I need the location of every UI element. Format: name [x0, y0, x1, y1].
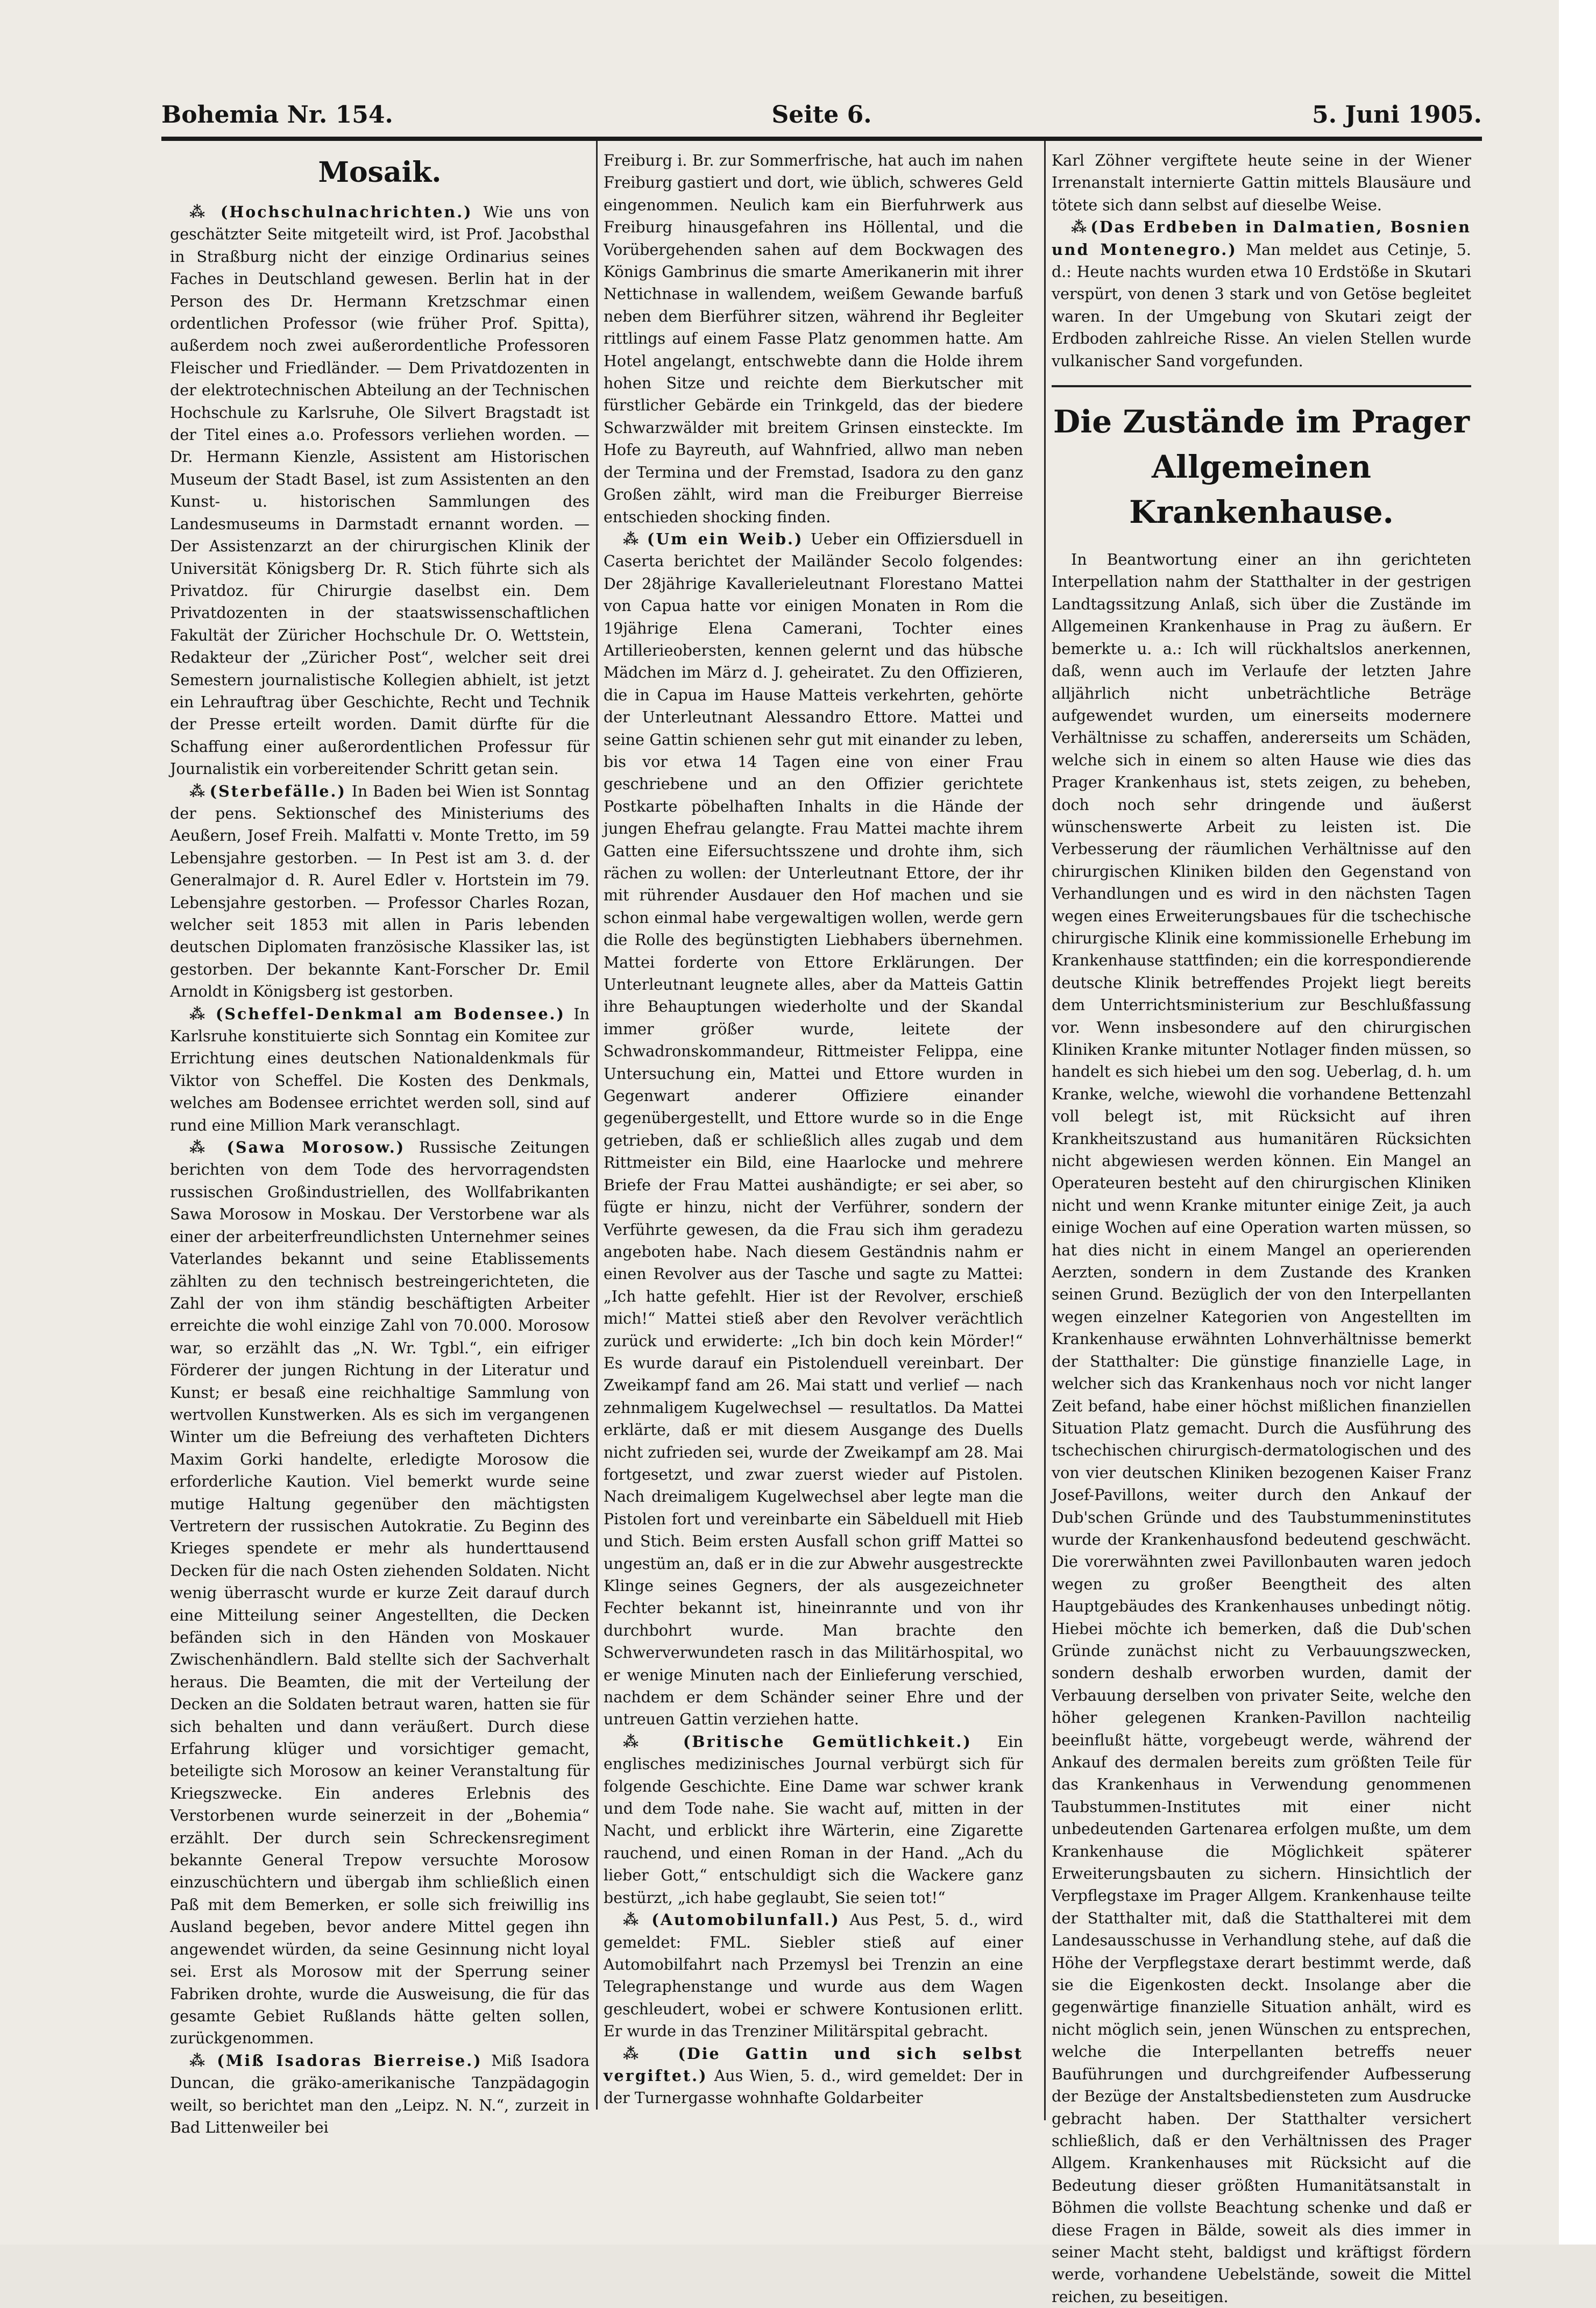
article-sterbefaelle: [170, 780, 590, 1003]
article-gattin-continued: [1052, 150, 1471, 216]
article-text: Ueber ein Offiziersduell in Caserta berichtet der Mailänder Secolo folgendes: Der 28jährige Kavallerieleutnant Florestano Mattei von Capua hatte vor einigen Monaten in Rom die 19jährige Elena Camerani, Tochter eines Artillerieobersten, kennen gelernt und das hübsche Mädchen im März d. J. geheiratet. Zu den Offizieren, die in Capua im Hause Matteis verkehrten, gehörte der Unterleutnant Alessandro Ettore. Mattei und seine Gattin schienen sehr gut mit einander zu leben, bis vor etwa 14 Tagen eine von einer Frau geschriebene und an den Offizier gerichtete Postkarte pöbelhaften Inhalts in die Hände der jungen Ehefrau gelangte. Frau Mattei machte ihrem Gatten eine Eifersuchtsszene und drohte ihm, sich rächen zu wollen: der Unterleutnant Ettore, der ihr mit rührender Ausdauer den Hof machen und sie schon einmal habe vergewaltigen wollen, werde gern die Rolle des begünstigten Liebhabers übernehmen. Mattei forderte von Ettore Erklärungen. Der Unterleutnant leugnete alles, aber da Matteis Gattin ihre Behauptungen wiederholte und der Skandal immer größer wurde, leitete der Schwadronskommandeur, Rittmeister Felippa, eine Untersuchung ein, Mattei und Ettore wurden in Gegenwart anderer Offiziere einander gegenübergestellt, und Ettore wurde so in die Enge getrieben, daß er schließlich alles zugab und dem Rittmeister ein Bild, eine Haarlocke und mehrere Briefe der Frau Mattei aushändigte; er sei aber, so fügte er hinzu, nicht der Verführer, sondern der Verführte gewesen, da die Frau sich ihm geradezu angeboten habe. Nach diesem Geständnis nahm er einen Revolver aus der Tasche und sagte zu Mattei: „Ich hatte gefehlt. Hier ist der Revolver, erschieß mich!“ Mattei stieß aber den Revolver verächtlich zurück und erwiderte: „Ich bin doch kein Mörder!“ Es wurde darauf ein Pistolenduell vereinbart. Der Zweikampf fand am 26. Mai statt und verlief — nach zehnmaligem Kugelwechsel — resultatlos. Da Mattei erklärte, daß er mit diesem Ausgange des Duells nicht zufrieden sei, wurde der Zweikampf am 28. Mai fortgesetzt, und zwar zuerst wieder auf Pistolen. Nach dreimaligem Kugelwechsel aber legte man die Pistolen fort und vereinbarte ein Säbelduell mit Hieb und Stich. Beim ersten Ausfall schon griff Mattei so ungestüm an, daß er in die zur Abwehr ausgestreckte Klinge seines Gegners, der als ausgezeichneter Fechter bekannt ist, hineinrannte und von ihr durchbohrt wurde. Man brachte den Schwerverwundeten rasch in das Militärhospital, wo er wenige Minuten nach der Einlieferung verschied, nachdem er dem Schänder seiner Ehre und der untreuen Gattin verziehen hatte.: [604, 530, 1024, 1729]
article-krankenhaus: [1052, 549, 1471, 2308]
section-separator: [1052, 385, 1471, 387]
asterism-icon: ⁂: [189, 203, 210, 221]
asterism-icon: ⁂: [189, 2051, 208, 2070]
asterism-icon: ⁂: [623, 1732, 658, 1751]
asterism-icon: ⁂: [189, 1004, 208, 1023]
asterism-icon: ⁂: [1071, 218, 1086, 237]
column-divider-1: [596, 141, 598, 2110]
article-text: Aus Wien, 5. d., wird gemeldet: Der in der Turnergasse wohnhafte Goldarbeiter: [604, 2066, 1023, 2107]
article-text: In Baden bei Wien ist Sonntag der pens. Sektionschef des Ministeriums des Aeußern, Josef Freih. Malfatti v. Monte Tretto, im 59 Lebensjahre gestorben. — In Pest ist am 3. d. der Generalmajor d. R. Aurel Edler v. Hortstein im 79. Lebensjahre gestorben. — Professor Charles Rozan, welcher seit 1853 mit allen in Paris lebenden deutschen Diplomaten französische Klassiker las, ist gestorben. Der bekannte Kant-Forscher Dr. Emil Arnoldt in Königsberg ist gestorben.: [170, 782, 590, 1001]
article-scheffel-denkmal: [170, 1003, 590, 1137]
article-keyword: (Automobilunfall.): [651, 1911, 840, 1929]
scan-margin: [1559, 0, 1596, 2245]
asterism-icon: ⁂: [189, 782, 204, 800]
article-keyword: (Die Gattin und sich selbst vergiftet.): [604, 2044, 1024, 2085]
article-keyword: (Britische Gemütlichkeit.): [683, 1732, 972, 1751]
header-rule: [161, 137, 1482, 141]
article-keyword: (Hochschulnachrichten.): [220, 203, 473, 221]
article-erdbeben: [1052, 216, 1471, 372]
article-keyword: (Sawa Morosow.): [226, 1138, 406, 1157]
article-text: Miß Isadora Duncan, die gräko-amerikanische Tanzpädagogin weilt, so berichtet man den „Leipz. N. N.“, zurzeit in Bad Littenweiler bei: [170, 2051, 590, 2136]
article-text: Man meldet aus Cetinje, 5. d.: Heute nachts wurden etwa 10 Erdstöße in Skutari verspürt, von denen 3 stark und von Getöse begleitet waren. In der Umgebung von Skutari zeigt der Erdboden zahlreiche Risse. An vielen Stellen wurde vulkanischer Sand vorgefunden.: [1052, 240, 1471, 370]
article-keyword: (Um ein Weib.): [647, 529, 804, 548]
article-keyword: (Miß Isadoras Bierreise.): [217, 2051, 483, 2070]
article-keyword: (Scheffel-Denkmal am Bodensee.): [215, 1004, 565, 1023]
article-keyword: (Das Erdbeben in Dalmatien, Bosnien und Montenegro.): [1052, 218, 1471, 259]
section-title-krankenhaus: Die Zustände im Prager Allgemeinen Krankenhause.: [1053, 403, 1470, 531]
column-2: [604, 150, 1023, 2110]
article-text: Aus Pest, 5. d., wird gemeldet: FML. Siebler stieß auf einer Automobilfahrt nach Przemysl bei Trenzin an eine Telegraphenstange und wurde aus dem Wagen geschleudert, wobei er schwere Kontusionen erlitt. Er wurde in das Trenziner Militärspital gebracht.: [604, 1911, 1023, 2041]
header-issue: Bohemia Nr. 154.: [161, 101, 393, 129]
page-header: [161, 101, 1482, 139]
article-text: Freiburg i. Br. zur Sommerfrische, hat auch im nahen Freiburg gastiert und dort, wie üblich, schweres Geld eingenommen. Neulich kam ein Bierfuhrwerk aus Freiburg hinausgefahren ins Höllental, und die Vorübergehenden sahen auf dem Bockwagen des Königs Gambrinus die smarte Amerikanerin mit ihrer Nettichnase in wallendem, weißem Gewande barfuß neben dem Bierführer sitzen, während ihr Begleiter rittlings auf einem Fasse Platz genommen hatte. Am Hotel angelangt, entschwebte dann die Holde ihrem hohen Sitze und reichte dem Bierkutscher mit fürstlicher Gebärde ein Trinkgeld, das der biedere Schwarzwälder mit breitem Grinsen einsteckte. Im Hofe zu Bayreuth, auf Wahnfried, allwo man neben der Termina und der Fremstad, Isadora zu den ganz Großen zählt, wird man die Freiburger Bierreise entschieden shocking finden.: [604, 152, 1023, 526]
article-hochschulnachrichten: [170, 201, 590, 780]
article-sawa-morosow: [170, 1137, 590, 2050]
column-3: [1052, 150, 1471, 2306]
column-divider-2: [1044, 141, 1046, 2120]
article-text: Karl Zöhner vergiftete heute seine in der Wiener Irrenanstalt internierte Gattin mittels Blausäure und tötete sich dann selbst auf dieselbe Weise.: [1052, 152, 1471, 214]
asterism-icon: ⁂: [189, 1138, 213, 1157]
article-text: In Beantwortung einer an ihn gerichteten Interpellation nahm der Statthalter in der gestrigen Landtagssitzung Anlaß, sich über die Zustände im Allgemeinen Krankenhause in Prag zu äußern. Er bemerkte u. a.: Ich will rückhaltslos anerkennen, daß, wenn auch im Verlaufe der letzten Jahre alljährlich nicht unbeträchtliche Beträge aufgewendet wurden, um einerseits modernere Verhältnisse zu schaffen, andererseits um Schäden, welche sich in einem so alten Hause wie dies das Prager Krankenhaus ist, stets zeigen, zu beheben, doch noch sehr dringende und äußerst wünschenswerte Arbeit zu leisten ist. Die Verbesserung der räumlichen Verhältnisse auf den chirurgischen Kliniken bilden den Gegenstand von Verhandlungen und es wird in den nächsten Tagen wegen eines Erweiterungsbaues für die tschechische chirurgische Klinik eine kommissionelle Erhebung im Krankenhause stattfinden; ein die korrespondierende deutsche Klinik betreffendes Projekt liegt bereits dem Unterrichtsministerium zur Beschlußfassung vor. Wenn insbesondere auf den chirurgischen Kliniken Kranke mitunter Notlager finden müssen, so handelt es sich hiebei um den sog. Ueberlag, d. h. um Kranke, welche, wiewohl die vorhandene Bettenzahl voll belegt ist, mit Rücksicht auf ihren Krankheitszustand aus humanitären Rücksichten nicht abgewiesen werden können. Ein Mangel an Operateuren besteht auf den chirurgischen Kliniken nicht und wenn Kranke mitunter einige Zeit, ja auch einige Wochen auf eine Operation warten müssen, so hat dies nicht in einem Mangel an operierenden Aerzten, sondern in dem Zustande des Kranken seinen Grund. Bezüglich der von den Interpellanten wegen einzelner Kategorien von Angestellten im Krankenhause erwähnten Lohnverhältnisse bemerkt der Statthalter: Die günstige finanzielle Lage, in welcher sich das Krankenhaus noch vor nicht langer Zeit befand, habe einer höchst mißlichen finanziellen Situation Platz gemacht. Durch die Ausführung des tschechischen chirurgisch-dermatologischen und des von vier deutschen Kliniken bezogenen Kaiser Franz Josef-Pavillons, weiter durch den Ankauf der Dub'schen Gründe und des Taubstummeninstitutes wurde der Krankenhausfond bedeutend geschwächt. Die vorerwähnten zwei Pavillonbauten waren jedoch wegen zu großer Beengtheit des alten Hauptgebäudes des Krankenhauses unbedingt nötig. Hiebei möchte ich bemerken, daß die Dub'schen Gründe zunächst nicht zu Verbauungszwecken, sondern deshalb erworben wurden, damit der Verbauung derselben von privater Seite, welche den höher gelegenen Kranken-Pavillon nachteilig beeinflußt hätte, vorgebeugt werde, während der Ankauf des dermalen bereits zum größten Teile für das Krankenhaus in Verwendung genommenen Taubstummen-Institutes mit einer nicht unbedeutenden Gartenarea erfolgen mußte, um dem Krankenhause die Möglichkeit späterer Erweiterungsbauten zu sichern. Hinsichtlich der Verpflegstaxe im Prager Allgem. Krankenhause teilte der Statthalter mit, daß die Statthalterei mit dem Landesausschusse in Verhandlung stehe, auf daß die Höhe der Verpflegstaxe derart bestimmt werde, daß sie die Eigenkosten deckt. Insolange aber die gegenwärtige finanzielle Situation anhält, wird es nicht möglich sein, jenen Wünschen zu entsprechen, welche die Interpellanten betreffs neuer Bauführungen und durchgreifender Aufbesserung der Bezüge der Anstaltsbediensteten zum Ausdrucke gebracht haben. Der Statthalter versichert schließlich, daß er den Verhältnissen des Prager Allgem. Krankenhauses mit Rücksicht auf die Bedeutung dieser größten Humanitätsanstalt in Böhmen die vollste Beachtung schenke und daß er diese Fragen in Bälde, soweit als dies immer in seiner Macht steht, baldigst und kräftigst fördern werde, vorhandene Uebelstände, soweit die Mittel reichen, zu beseitigen.: [1052, 551, 1471, 2306]
column-1: [170, 150, 590, 2136]
article-britische-gemuetlichkeit: [604, 1731, 1023, 1909]
asterism-icon: ⁂: [623, 529, 640, 548]
article-text: Wie uns von geschätzter Seite mitgeteilt wird, ist Prof. Jacobsthal in Straßburg nicht der einzige Ordinarius seines Faches in Deutschland gewesen. Berlin hat in der Person des Dr. Hermann Kretzschmar einen ordentlichen Professor (wie früher Prof. Spitta), außerdem noch zwei außerordentliche Professoren Fleischer und Friedländer. — Dem Privatdozenten in der elektrotechnischen Abteilung an der Technischen Hochschule zu Karlsruhe, Ole Silvert Bragstadt ist der Titel eines a.o. Professors verliehen worden. — Dr. Hermann Kienzle, Assistent am Historischen Museum der Stadt Basel, ist zum Assistenten an den Kunst- u. historischen Sammlungen des Landesmuseums in Darmstadt ernannt worden. — Der Assistenzarzt an der chirurgischen Klinik der Universität Königsberg Dr. R. Stich führte sich als Privatdoz. für Chirurgie daselbst ein. Dem Privatdozenten in der staatswissenschaftlichen Fakultät der Züricher Hochschule Dr. O. Wettstein, Redakteur der „Züricher Post“, welcher seit drei Semestern journalistische Kollegien abhielt, ist jetzt ein Lehrauftrag über Geschichte, Recht und Technik der Presse erteilt worden. Damit dürfte für die Schaffung einer außerordentlichen Professur für Journalistik ein vorbereitender Schritt getan sein.: [170, 203, 590, 778]
article-text: Russische Zeitungen berichten von dem Tode des hervorragendsten russischen Großindustriellen, des Wollfabrikanten Sawa Morosow in Moskau. Der Verstorbene war als einer der arbeiterfreundlichsten Unternehmer seines Vaterlandes bekannt und seine Etablissements zählten zu den technisch bestreingerichteten, die Zahl der von ihm ständig beschäftigten Arbeiter erreichte die wohl einzige Zahl von 70.000. Morosow war, so erzählt das „N. Wr. Tgbl.“, ein eifriger Förderer der jungen Richtung in der Literatur und Kunst; er besaß eine reichhaltige Sammlung von wertvollen Kunstwerken. Als es sich im vergangenen Winter um die Befreiung des verhafteten Dichters Maxim Gorki handelte, erledigte Morosow die erforderliche Kaution. Viel bemerkt wurde seine mutige Haltung gegenüber den mächtigsten Vertretern der russischen Autokratie. Zu Beginn des Krieges spendete er mehr als hunderttausend Decken für die nach Osten ziehenden Soldaten. Nicht wenig überrascht wurde er kurze Zeit darauf durch eine Mitteilung seiner Angestellten, die Decken befänden sich in den Händen von Moskauer Zwischenhändlern. Bald stellte sich der Sachverhalt heraus. Die Beamten, die mit der Verteilung der Decken an die Soldaten betraut waren, hatten sie für sich behalten und dann veräußert. Durch diese Erfahrung klüger und vorsichtiger gemacht, beteiligte sich Morosow an keiner Veranstaltung für Kriegszwecke. Ein anderes Erlebnis des Verstorbenen wurde seinerzeit in der „Bohemia“ erzählt. Der durch sein Schreckensregiment bekannte General Trepow versuchte Morosow einzuschüchtern und übergab ihm schließlich einen Paß mit dem Bemerken, er solle sich freiwillig ins Ausland begeben, bevor andere Mittel gegen ihn angewendet würden, da seine Gesinnung nicht loyal sei. Erst als Morosow mit der Sperrung seiner Fabriken drohte, wurde die Ausweisung, die für das gesamte Gebiet Rußlands hätte gelten sollen, zurückgenommen.: [170, 1139, 590, 2048]
article-keyword: (Sterbefälle.): [209, 782, 346, 800]
article-um-ein-weib: [604, 528, 1023, 1731]
article-text: In Karlsruhe konstituierte sich Sonntag ein Komitee zur Errichtung eines deutschen Nationaldenkmals für Viktor von Scheffel. Die Kosten des Denkmals, welches am Bodensee errichtet werden soll, sind auf rund eine Million Mark veranschlagt.: [170, 1005, 590, 1134]
header-date: 5. Juni 1905.: [1312, 101, 1482, 129]
section-title-mosaik: Mosaik.: [318, 156, 442, 189]
header-page-number: Seite 6.: [771, 101, 872, 129]
article-gattin-vergiftet: [604, 2043, 1023, 2110]
article-automobilunfall: [604, 1909, 1023, 2042]
article-text: Ein englisches medizinisches Journal verbürgt sich für folgende Geschichte. Eine Dame war schwer krank und dem Tode nahe. Sie wacht auf, mitten in der Nacht, und erblickt ihre Wärterin, eine Zigarette rauchend, und einen Roman in der Hand. „Ach du lieber Gott,“ entschuldigt sich die Wackere ganz bestürzt, „ich habe geglaubt, Sie seien tot!“: [604, 1732, 1024, 1907]
asterism-icon: ⁂: [623, 2044, 656, 2063]
article-isadora-bierreise: [170, 2050, 590, 2139]
asterism-icon: ⁂: [623, 1911, 642, 1929]
article-isadora-continued: [604, 150, 1023, 528]
